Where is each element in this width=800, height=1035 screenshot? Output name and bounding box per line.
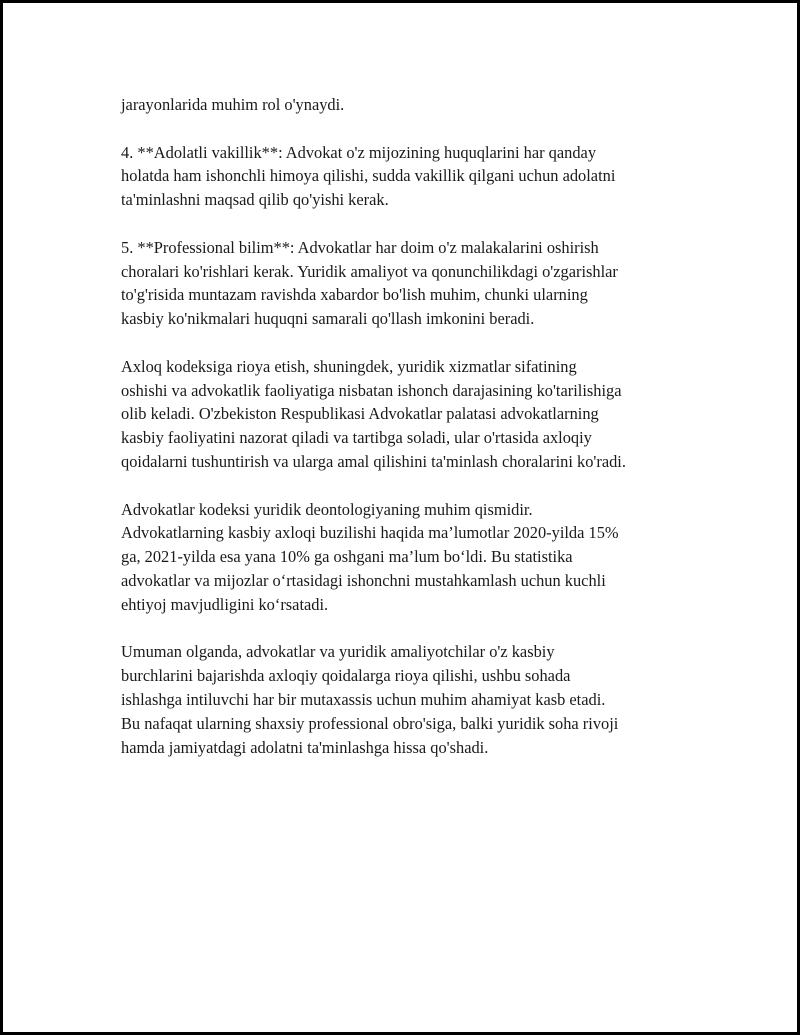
document-body	[121, 93, 696, 783]
paragraph-conclusion: Umuman olganda, advokatlar va yuridik amaliyotchilar o'z kasbiy burchlarini bajarishda axloqiy qoidalarga rioya qilishi, ushbu sohada ishlashga intiluvchi har bir mutaxassis uchun muhim ahamiyat kasb etadi. Bu nafaqat ularning shaxsiy professional obro'siga, balki yuridik soha rivoji hamda jamiyatdagi adolatni ta'minlashga hissa qo'shadi.	[121, 642, 619, 757]
paragraph-professional-knowledge: 5. **Professional bilim**: Advokatlar har doim o'z malakalarini oshirish choralari ko'rishlari kerak. Yuridik amaliyot va qonunchilikdagi o'zgarishlar to'g'risida muntazam ravishda xabardor bo'lish muhim, chunki ularning kasbiy ko'nikmalari huquqni samarali qo'llash imkonini beradi.	[121, 237, 618, 329]
paragraph-statistics: Advokatlar kodeksi yuridik deontologiyaning muhim qismidir. Advokatlarning kasbiy axloqi buzilishi haqida ma’lumotlar 2020-yilda 15% ga, 2021-yilda esa yana 10% ga oshgani ma’lum bo‘ldi. Bu statistika advokatlar va mijozlar o‘rtasidagi ishonchni mustahkamlash uchun kuchli ehtiyoj mavjudligini ko‘rsatadi.	[121, 499, 619, 614]
paragraph-fair-representation: 4. **Adolatli vakillik**: Advokat o'z mijozining huquqlarini har qanday holatda ham ishonchli himoya qilishi, sudda vakillik qilgani uchun adolatni ta'minlashni maqsad qilib qo'yishi kerak.	[121, 142, 616, 210]
paragraph-ethics-code-compliance: Axloq kodeksiga rioya etish, shuningdek, yuridik xizmatlar sifatining oshishi va advokatlik faoliyatiga nisbatan ishonch darajasining ko'tarilishiga olib keladi. O'zbekiston Respublikasi Advokatlar palatasi advokatlarning kasbiy faoliyatini nazorat qiladi va tartibga soladi, ular o'rtasida axloqiy qoidalarni tushuntirish va ularga amal qilishini ta'minlash choralarini ko'radi.	[121, 356, 626, 471]
paragraph-continuation: jarayonlarida muhim rol o'ynaydi.	[121, 95, 345, 114]
